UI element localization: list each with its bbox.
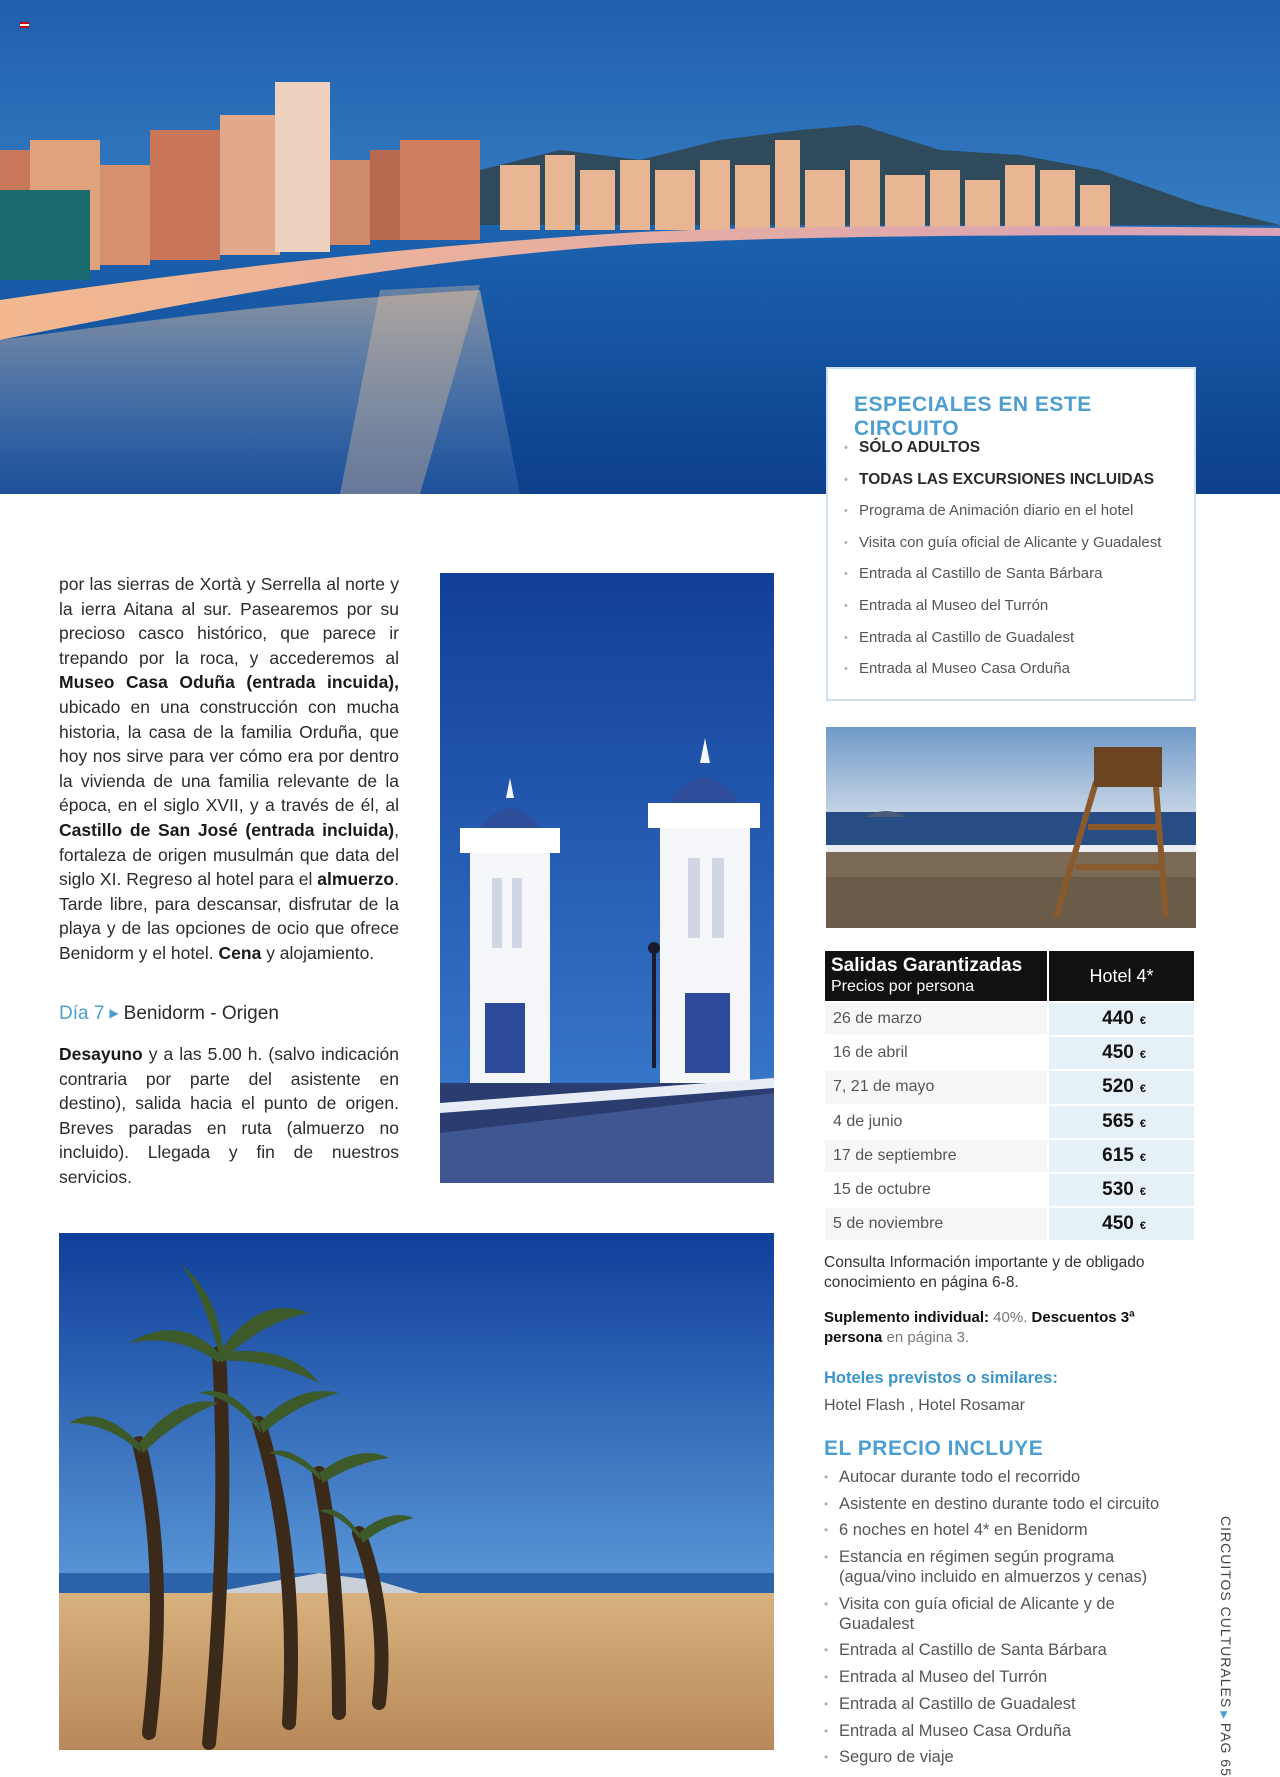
table-row <box>825 1071 1194 1103</box>
text-run: , fortaleza de origen musulmán que data del siglo XI. Regreso al hotel para el <box>59 819 399 890</box>
discount-note: en página 3. <box>882 1329 970 1346</box>
list-item: • Entrada al Museo Casa Orduña <box>824 1721 1194 1741</box>
especiales-item: • Entrada al Museo del Turrón <box>844 597 1189 629</box>
price-value: 450 <box>1102 1042 1134 1064</box>
currency-symbol: € <box>1139 1049 1146 1062</box>
list-item: • Entrada al Castillo de Guadalest <box>824 1694 1194 1714</box>
hotels-list: Hotel Flash , Hotel Rosamar <box>824 1397 1025 1414</box>
arrow-icon: ▶ <box>1218 1711 1229 1720</box>
especiales-item: • Programa de Animación diario en el hotel <box>844 502 1189 534</box>
currency-symbol: € <box>1139 1015 1146 1028</box>
text-run: ubicado en una construcción con mucha historia, la casa de la familia Orduña, que hoy nos sirve para ver cómo era por dentro la vivienda de una familia relevante de la época, en el siglo XVII, y a través de él, al <box>59 696 399 816</box>
currency-symbol: € <box>1139 1151 1146 1164</box>
table-row <box>825 1208 1194 1240</box>
price-includes-list <box>824 1467 1194 1774</box>
price-table-subtitle: Precios por persona <box>831 978 975 995</box>
price-value: 450 <box>1102 1213 1134 1235</box>
especiales-list <box>844 439 1189 692</box>
price-value: 440 <box>1102 1008 1134 1030</box>
price-rows <box>825 1003 1194 1240</box>
text-run: y alojamiento. <box>261 942 375 963</box>
especiales-item: • SÓLO ADULTOS <box>844 439 1189 471</box>
text-bold: Desayuno <box>59 1044 143 1064</box>
departure-date: 26 de marzo <box>825 1003 1047 1035</box>
price-value: 520 <box>1102 1076 1134 1098</box>
list-item: • 6 noches en hotel 4* en Benidorm <box>824 1520 1194 1540</box>
price-table-header <box>825 951 1194 1001</box>
especiales-box <box>826 367 1196 701</box>
departure-date: 17 de septiembre <box>825 1140 1047 1172</box>
currency-symbol: € <box>1139 1220 1146 1233</box>
day-title: Benidorm - Origen <box>123 1003 279 1024</box>
list-item: • Seguro de viaje <box>824 1747 1194 1767</box>
page-number: PAG 65 <box>1218 1722 1234 1777</box>
supplement-label: Suplemento individual: <box>824 1309 990 1326</box>
photo-lifeguard-chair <box>826 727 1196 928</box>
departure-date: 15 de octubre <box>825 1174 1047 1206</box>
text-bold: Castillo de San José (entrada incluida) <box>59 819 395 840</box>
price-includes-title: EL PRECIO INCLUYE <box>824 1437 1044 1460</box>
especiales-item: • Entrada al Castillo de Guadalest <box>844 629 1189 661</box>
day-heading <box>59 1003 279 1025</box>
price-cell <box>1049 1106 1194 1138</box>
price-value: 530 <box>1102 1179 1134 1201</box>
itinerary-text <box>59 572 399 966</box>
price-table-title-cell <box>825 951 1047 1001</box>
table-row <box>825 1106 1194 1138</box>
list-item: • Autocar durante todo el recorrido <box>824 1467 1194 1487</box>
photo-palm-beach <box>59 1233 774 1750</box>
price-cell <box>1049 1140 1194 1172</box>
text-bold: almuerzo <box>317 869 395 890</box>
currency-symbol: € <box>1139 1186 1146 1199</box>
price-cell <box>1049 1208 1194 1240</box>
table-row <box>825 1003 1194 1035</box>
currency-symbol: € <box>1139 1117 1146 1130</box>
table-row <box>825 1140 1194 1172</box>
hotel-category-header: Hotel 4* <box>1049 951 1194 1001</box>
day-number: Día 7 <box>59 1003 105 1024</box>
price-table-title: Salidas Garantizadas <box>831 955 1023 976</box>
especiales-item: • Entrada al Castillo de Santa Bárbara <box>844 565 1189 597</box>
supplement-value: 40%. <box>989 1309 1028 1326</box>
especiales-item: • TODAS LAS EXCURSIONES INCLUIDAS <box>844 471 1189 503</box>
text-bold: Cena <box>218 942 262 963</box>
list-item: • Estancia en régimen según programa (agua/vino incluido en almuerzos y cenas) <box>824 1547 1194 1587</box>
list-item: • Asistente en destino durante todo el circuito <box>824 1494 1194 1514</box>
price-value: 565 <box>1102 1110 1134 1132</box>
section-name: CIRCUITOS CULTURALES <box>1218 1516 1234 1709</box>
list-item: • Entrada al Museo del Turrón <box>824 1667 1194 1687</box>
departure-date: 7, 21 de mayo <box>825 1071 1047 1103</box>
departure-date: 16 de abril <box>825 1037 1047 1069</box>
text-run: por las sierras de Xortà y Serrella al norte y la ierra Aitana al sur. Pasearemos por su precioso casco histórico, que parece ir trepando por la roca, y accederemos al <box>59 574 399 668</box>
price-cell <box>1049 1037 1194 1069</box>
flag-icon <box>20 22 29 28</box>
especiales-item: • Visita con guía oficial de Alicante y Guadalest <box>844 534 1189 566</box>
currency-symbol: € <box>1139 1083 1146 1096</box>
departure-date: 5 de noviembre <box>825 1208 1047 1240</box>
table-row <box>825 1174 1194 1206</box>
section-page-label <box>1214 1516 1234 1777</box>
price-cell <box>1049 1003 1194 1035</box>
list-item: • Entrada al Castillo de Santa Bárbara <box>824 1640 1194 1660</box>
discount-label: Descuentos 3ª persona <box>824 1309 1135 1346</box>
departure-date: 4 de junio <box>825 1106 1047 1138</box>
especiales-title: ESPECIALES EN ESTE CIRCUITO <box>854 393 1092 440</box>
table-row <box>825 1037 1194 1069</box>
text-run: . Tarde libre, para descansar, disfrutar de la playa y de las opciones de ocio que ofrece Benidorm y el hotel. <box>59 869 399 963</box>
list-item: • Visita con guía oficial de Alicante y de Guadalest <box>824 1594 1194 1634</box>
price-cell <box>1049 1174 1194 1206</box>
day-text <box>59 1042 399 1190</box>
important-info-note: Consulta Información importante y de obligado conocimiento en página 6-8. <box>824 1254 1145 1291</box>
text-run: y a las 5.00 h. (salvo indicación contraria por parte del asistente en destino), salida hacia el punto de origen. Breves paradas en ruta (almuerzo no incluido). Llegada y fin de nuestros servicios. <box>59 1044 399 1187</box>
price-cell <box>1049 1071 1194 1103</box>
text-bold: Museo Casa Oduña (entrada incuida), <box>59 672 399 693</box>
hotels-title: Hoteles previstos o similares: <box>824 1369 1058 1387</box>
itinerary-paragraph <box>59 572 399 966</box>
price-table <box>825 951 1194 1240</box>
supplement-note <box>824 1308 1194 1348</box>
arrow-icon: ▶ <box>109 1006 119 1020</box>
price-value: 615 <box>1102 1144 1134 1166</box>
photo-balcon-mediterraneo <box>440 573 774 1183</box>
especiales-item: • Entrada al Museo Casa Orduña <box>844 660 1189 692</box>
